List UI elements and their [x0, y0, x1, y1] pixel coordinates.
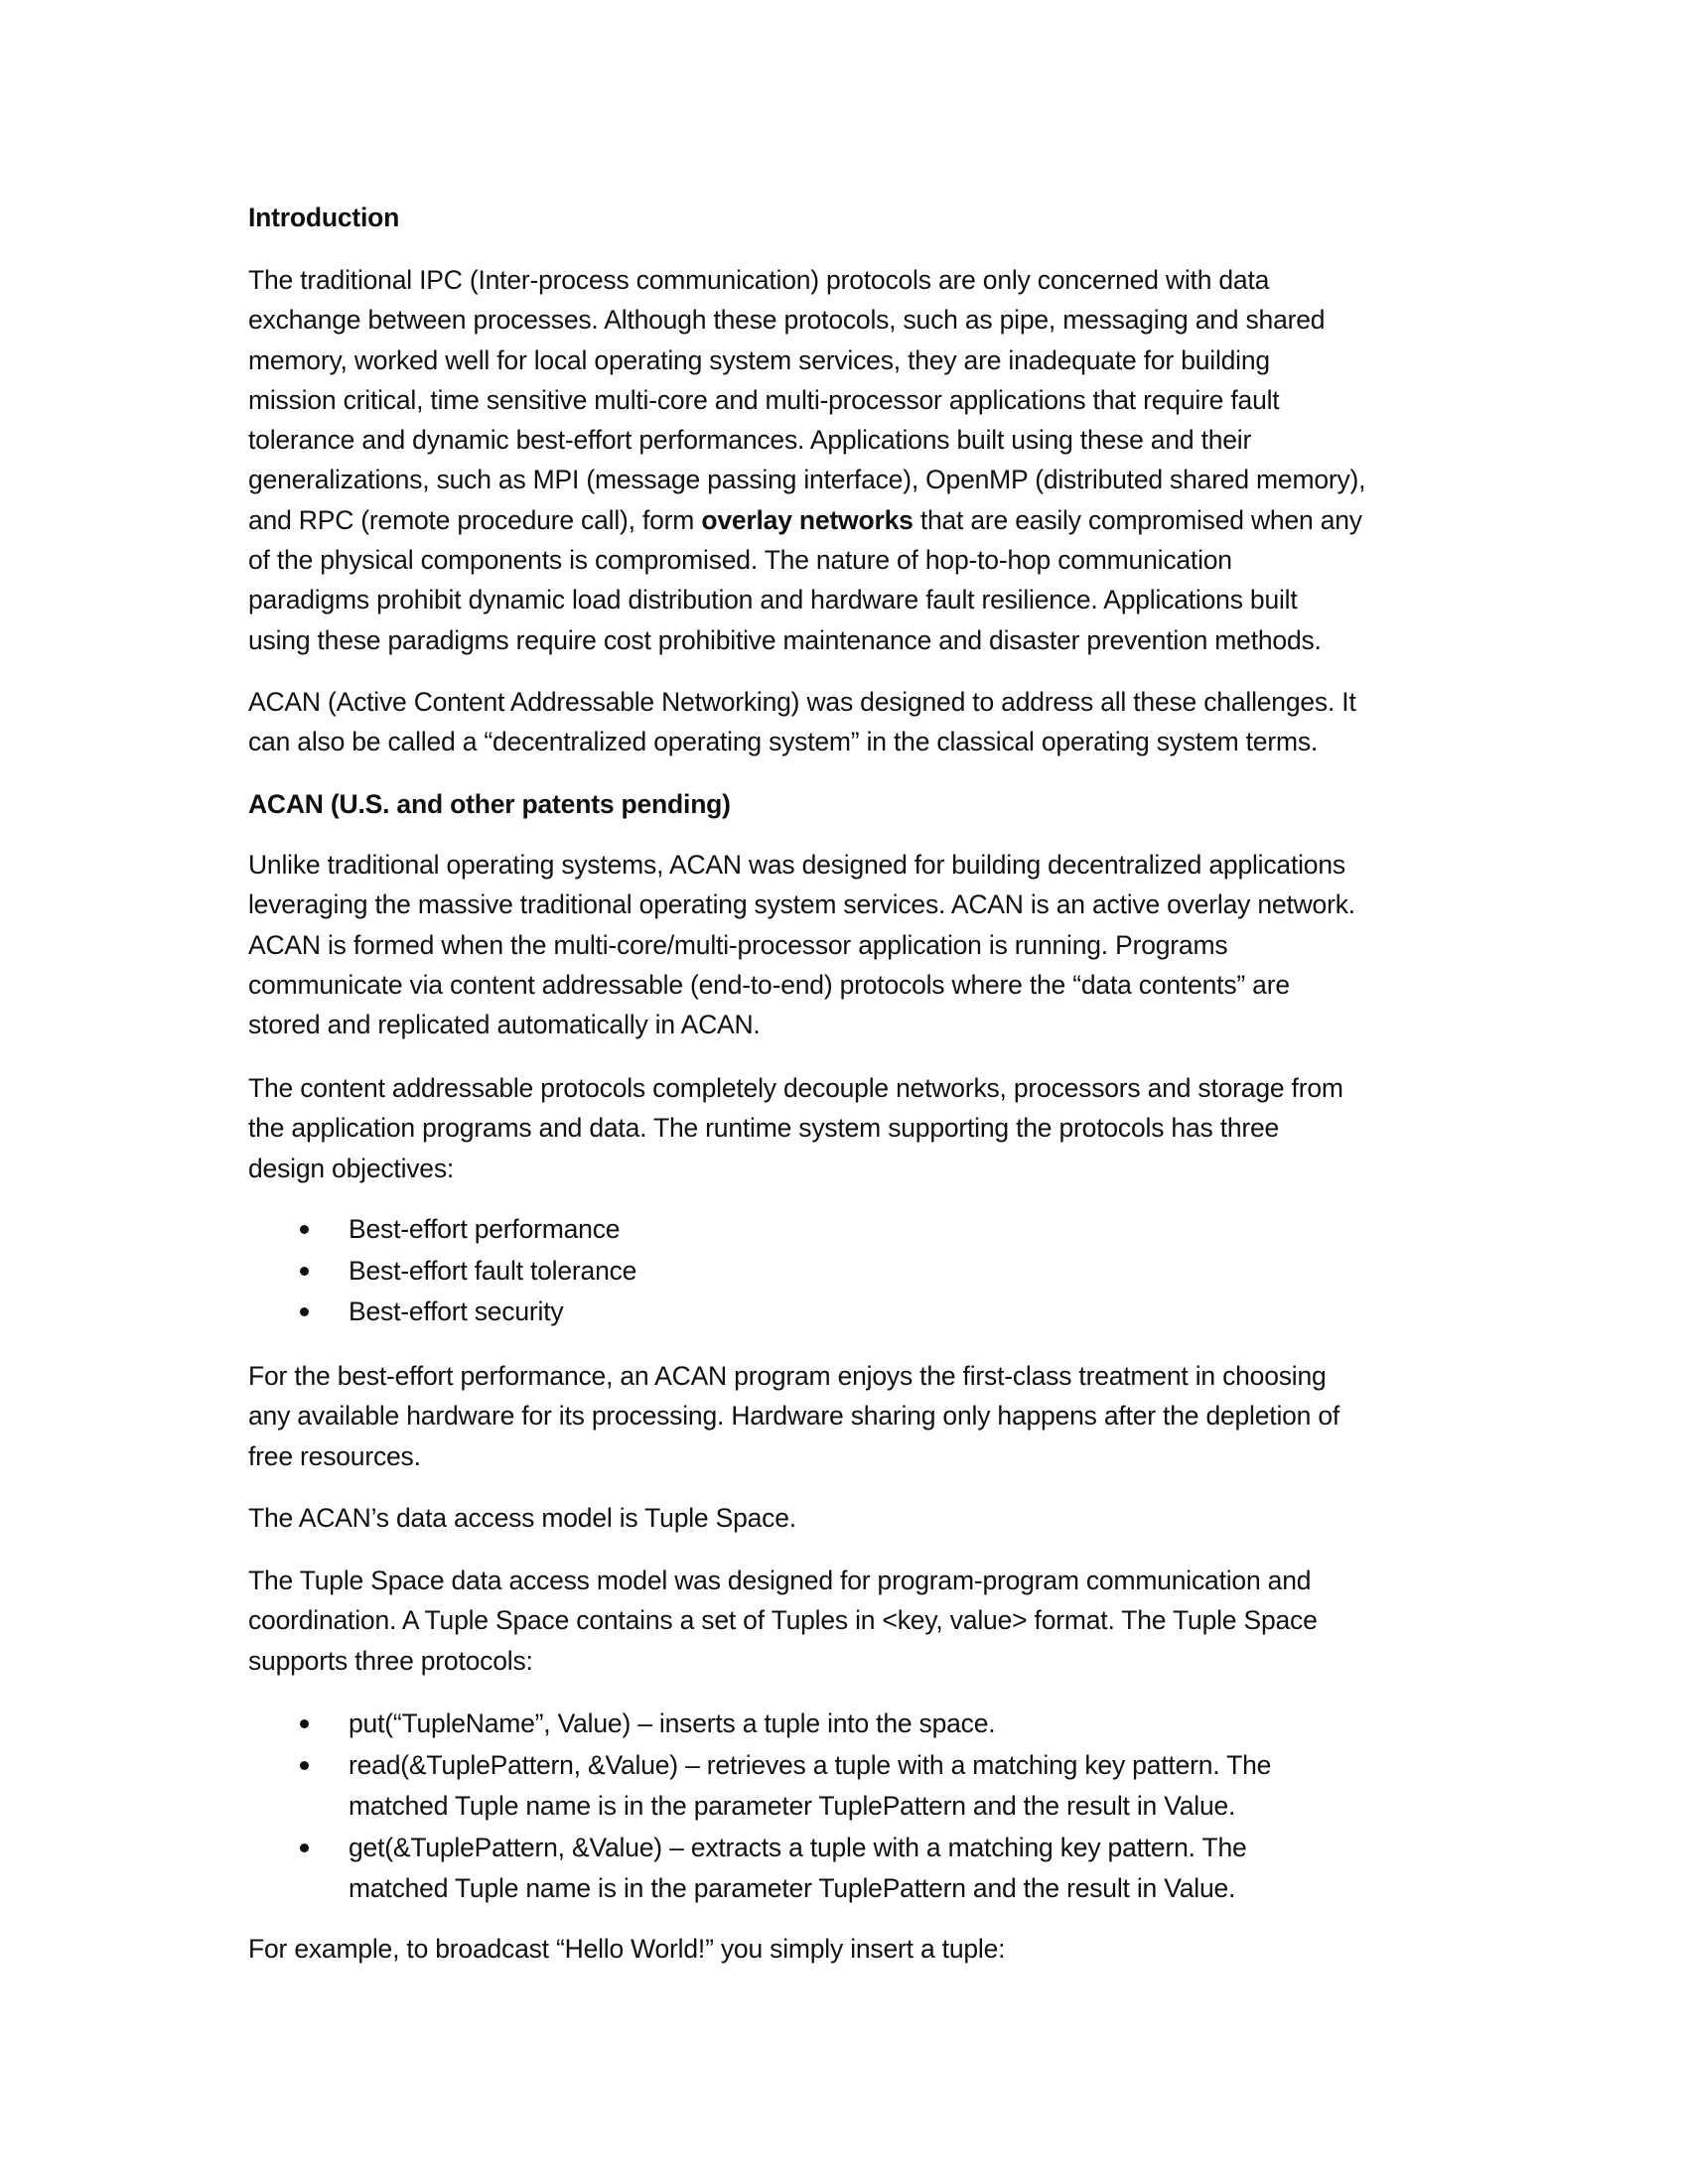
list-item-text: read(&TuplePattern, &Value) – retrieves a tuple with a matching key pattern. The	[349, 1749, 1272, 1780]
text-line: can also be called a “decentralized operating system” in the classical operating system terms.	[248, 727, 1319, 757]
paragraph-ipc	[248, 260, 1365, 660]
text-line: exchange between processes. Although these protocols, such as pipe, messaging and shared	[248, 305, 1326, 336]
text-line: any available hardware for its processing. Hardware sharing only happens after the depletion of	[248, 1401, 1340, 1432]
text-line: The traditional IPC (Inter-process communication) protocols are only concerned with data	[248, 265, 1270, 295]
heading-introduction: Introduction	[248, 203, 400, 232]
text-line: communicate via content addressable (end-to-end) protocols where the “data contents” are	[248, 969, 1290, 1000]
text-line: coordination. A Tuple Space contains a set of Tuples in <key, value> format. The Tuple Space	[248, 1605, 1318, 1636]
text-line: ACAN (Active Content Addressable Networking) was designed to address all these challenges. It	[248, 687, 1356, 717]
text-line: the application programs and data. The runtime system supporting the protocols has three	[248, 1113, 1280, 1144]
paragraph-performance	[248, 1356, 1339, 1476]
paragraph-data-model: The ACAN’s data access model is Tuple Space.	[248, 1503, 796, 1533]
paragraph-acan-intro	[248, 682, 1356, 762]
list-item-text: Best-effort performance	[349, 1214, 621, 1244]
text-line: paradigms prohibit dynamic load distribution and hardware fault resilience. Applications built	[248, 585, 1298, 615]
bullet-icon	[300, 1719, 309, 1728]
text-line: stored and replicated automatically in ACAN.	[248, 1010, 761, 1040]
paragraph-protocols	[248, 1068, 1343, 1188]
bullet-icon	[300, 1843, 309, 1852]
bullet-icon	[300, 1307, 309, 1316]
text-span: that are easily compromised when any	[913, 504, 1362, 535]
bullet-icon	[300, 1761, 309, 1770]
list-item-text: Best-effort fault tolerance	[349, 1255, 637, 1286]
bold-term: overlay networks	[701, 504, 914, 535]
paragraph-tuple-space	[248, 1561, 1318, 1681]
list-item-text: put(“TupleName”, Value) – inserts a tuple into the space.	[349, 1708, 996, 1738]
text-line: tolerance and dynamic best-effort performances. Applications built using these and their	[248, 425, 1252, 456]
text-line: The content addressable protocols completely decouple networks, processors and storage from	[248, 1073, 1343, 1103]
list-item-text: Best-effort security	[349, 1297, 564, 1326]
text-line: The Tuple Space data access model was designed for program-program communication and	[248, 1566, 1312, 1595]
list-item	[248, 1745, 1271, 1787]
text-line: design objectives:	[248, 1153, 455, 1183]
text-line: generalizations, such as MPI (message passing interface), OpenMP (distributed shared memory),	[248, 465, 1366, 495]
text-line: free resources.	[248, 1440, 421, 1471]
list-item	[248, 1251, 636, 1293]
text-line: using these paradigms require cost prohibitive maintenance and disaster prevention methods.	[248, 624, 1322, 655]
list-item-text: get(&TuplePattern, &Value) – extracts a tuple with a matching key pattern. The	[349, 1832, 1247, 1862]
text-line: ACAN is formed when the multi-core/multi-processor application is running. Programs	[248, 929, 1228, 960]
bullet-icon	[300, 1225, 309, 1234]
list-item	[248, 1828, 1271, 1869]
text-line: For the best-effort performance, an ACAN program enjoys the first-class treatment in choosing	[248, 1361, 1327, 1391]
list-item	[248, 1209, 636, 1251]
text-line: leveraging the massive traditional operating system services. ACAN is an active overlay network.	[248, 889, 1355, 920]
text-line	[248, 500, 1365, 540]
text-line: of the physical components is compromised. The nature of hop-to-hop communication	[248, 545, 1232, 576]
list-item	[248, 1704, 1271, 1745]
list-item	[248, 1292, 636, 1333]
heading-acan: ACAN (U.S. and other patents pending)	[248, 789, 731, 819]
bullet-icon	[300, 1267, 309, 1276]
paragraph-example: For example, to broadcast “Hello World!” you simply insert a tuple:	[248, 1934, 1006, 1964]
list-item-continuation: matched Tuple name is in the parameter TuplePattern and the result in Value.	[349, 1873, 1236, 1903]
protocols-list	[248, 1704, 1271, 1910]
paragraph-acan	[248, 845, 1355, 1044]
text-line: mission critical, time sensitive multi-core and multi-processor applications that require fault	[248, 384, 1280, 415]
text-line: Unlike traditional operating systems, ACAN was designed for building decentralized applications	[248, 850, 1345, 880]
objectives-list	[248, 1209, 636, 1333]
list-item-continuation: matched Tuple name is in the parameter TuplePattern and the result in Value.	[349, 1791, 1236, 1821]
text-line: memory, worked well for local operating system services, they are inadequate for building	[248, 344, 1270, 375]
text-line: supports three protocols:	[248, 1645, 533, 1676]
text-span: and RPC (remote procedure call), form	[248, 504, 702, 535]
